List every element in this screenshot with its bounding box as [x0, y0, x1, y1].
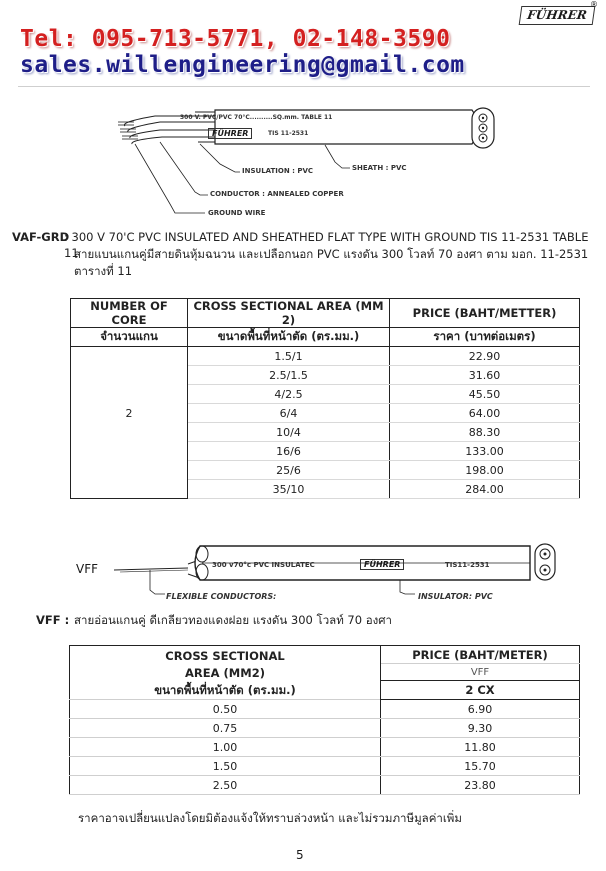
area-cell: 6/4: [188, 404, 390, 423]
vff-cable-print: 300 v70°c PVC INSULATEC: [212, 561, 315, 569]
sheath-label: SHEATH : PVC: [352, 164, 407, 172]
area-cell: 25/6: [188, 461, 390, 480]
table-row: [71, 366, 580, 385]
header-divider: [18, 86, 590, 87]
header-price: PRICE (BAHT/METTER): [390, 299, 580, 328]
vaf-grd-cable-illustration: [100, 92, 500, 222]
contact-email: sales.willengineering@gmail.com: [20, 52, 465, 78]
table-row: [71, 347, 580, 366]
area-cell: 1.5/1: [188, 347, 390, 366]
vaf-grd-desc-en: : 300 V 70'C PVC INSULATED AND SHEATHED FLAT TYPE WITH GROUND TIS 11-2531 TABLE 11: [64, 230, 589, 260]
core-count-cell: 2: [71, 404, 188, 423]
page-number: 5: [296, 848, 304, 862]
price-cell: 22.90: [390, 347, 580, 366]
conductor-label: CONDUCTOR : ANNEALED COPPER: [210, 190, 344, 198]
price-cell: 9.30: [381, 719, 580, 738]
contact-phone: Tel: 095-713-5771, 02-148-3590: [20, 26, 451, 52]
table-row: [70, 719, 580, 738]
table-row: [71, 385, 580, 404]
vff-side-label: VFF: [76, 562, 99, 576]
header-area: [70, 646, 381, 700]
area-cell: 2.50: [70, 776, 381, 795]
vaf-cable-print: 300 V. PVC/PVC 70°C..........SQ.mm. TABLE 11: [180, 114, 333, 121]
price-cell: 23.80: [381, 776, 580, 795]
header-price-th: ราคา (บาทต่อเมตร): [390, 328, 580, 347]
table-row: [70, 757, 580, 776]
area-cell: 10/4: [188, 423, 390, 442]
vff-cable-brand: FÜHRER: [360, 559, 404, 570]
area-cell: 16/6: [188, 442, 390, 461]
header-area-line2: AREA (MM2): [185, 665, 265, 680]
area-cell: 0.75: [70, 719, 381, 738]
price-cell: 64.00: [390, 404, 580, 423]
registered-mark: ®: [590, 0, 598, 9]
vaf-grd-code: VAF-GRD: [12, 230, 70, 244]
header-core-th: จำนวนแกน: [71, 328, 188, 347]
price-cell: 11.80: [381, 738, 580, 757]
price-disclaimer: ราคาอาจเปลี่ยนแปลงโดยมิต้องแจ้งให้ทราบล่วงหน้า และไม่รวมภาษีมูลค่าเพิ่ม: [78, 811, 462, 825]
vaf-grd-price-table: [70, 298, 580, 499]
table-header-row-th: [71, 328, 580, 347]
area-cell: 2.5/1.5: [188, 366, 390, 385]
header-type: VFF: [381, 664, 580, 681]
table-header-row: [70, 646, 580, 664]
price-cell: 31.60: [390, 366, 580, 385]
price-cell: 198.00: [390, 461, 580, 480]
area-cell: 4/2.5: [188, 385, 390, 404]
header-cores: 2 CX: [381, 681, 580, 700]
table-row: [70, 738, 580, 757]
vff-code: VFF :: [36, 613, 70, 627]
area-cell: 1.00: [70, 738, 381, 757]
header-area-th: ขนาดพื้นที่หน้าตัด (ตร.มม.): [188, 328, 390, 347]
price-cell: 284.00: [390, 480, 580, 499]
table-row: [71, 480, 580, 499]
header-core: NUMBER OF CORE: [71, 299, 188, 328]
ground-wire-label: GROUND WIRE: [208, 209, 266, 217]
vaf-cable-brand: FÜHRER: [208, 128, 252, 139]
brand-logo: FÜHRER: [519, 6, 596, 25]
vaf-grd-desc-th-table: ตารางที่ 11: [74, 264, 133, 278]
vff-desc-th: สายอ่อนแกนคู่ ดีเกลียวทองแดงฝอย แรงดัน 300 โวลท์ 70 องศา: [74, 613, 392, 627]
area-cell: 35/10: [188, 480, 390, 499]
vff-cable-tis: TIS11-2531: [445, 561, 490, 569]
flexible-conductors-label: FLEXIBLE CONDUCTORS:: [166, 592, 277, 601]
table-row: [71, 442, 580, 461]
header-area-line1: CROSS SECTIONAL: [165, 648, 285, 663]
table-row: [71, 461, 580, 480]
vaf-cable-tis: TIS 11-2531: [268, 130, 309, 137]
table-header-row: [71, 299, 580, 328]
header-area: CROSS SECTIONAL AREA (MM 2): [188, 299, 390, 328]
price-cell: 88.30: [390, 423, 580, 442]
table-row: [71, 423, 580, 442]
insulator-label: INSULATOR: PVC: [418, 592, 493, 601]
price-cell: 6.90: [381, 700, 580, 719]
header-price: PRICE (BAHT/METER): [381, 646, 580, 664]
price-cell: 133.00: [390, 442, 580, 461]
vaf-grd-desc-th: สายแบนแกนคู่มีสายดินหุ้มฉนวน และเปลือกนอก PVC แรงดัน 300 โวลท์ 70 องศา ตาม มอก. 11-2531: [74, 247, 589, 261]
vff-price-table: [69, 645, 580, 795]
price-cell: 45.50: [390, 385, 580, 404]
header-area-th: ขนาดพื้นที่หน้าตัด (ตร.มม.): [154, 682, 296, 697]
table-row: [71, 404, 580, 423]
insulation-label: INSULATION : PVC: [242, 167, 314, 175]
table-row: [70, 776, 580, 795]
table-row: [70, 700, 580, 719]
price-cell: 15.70: [381, 757, 580, 776]
area-cell: 1.50: [70, 757, 381, 776]
area-cell: 0.50: [70, 700, 381, 719]
